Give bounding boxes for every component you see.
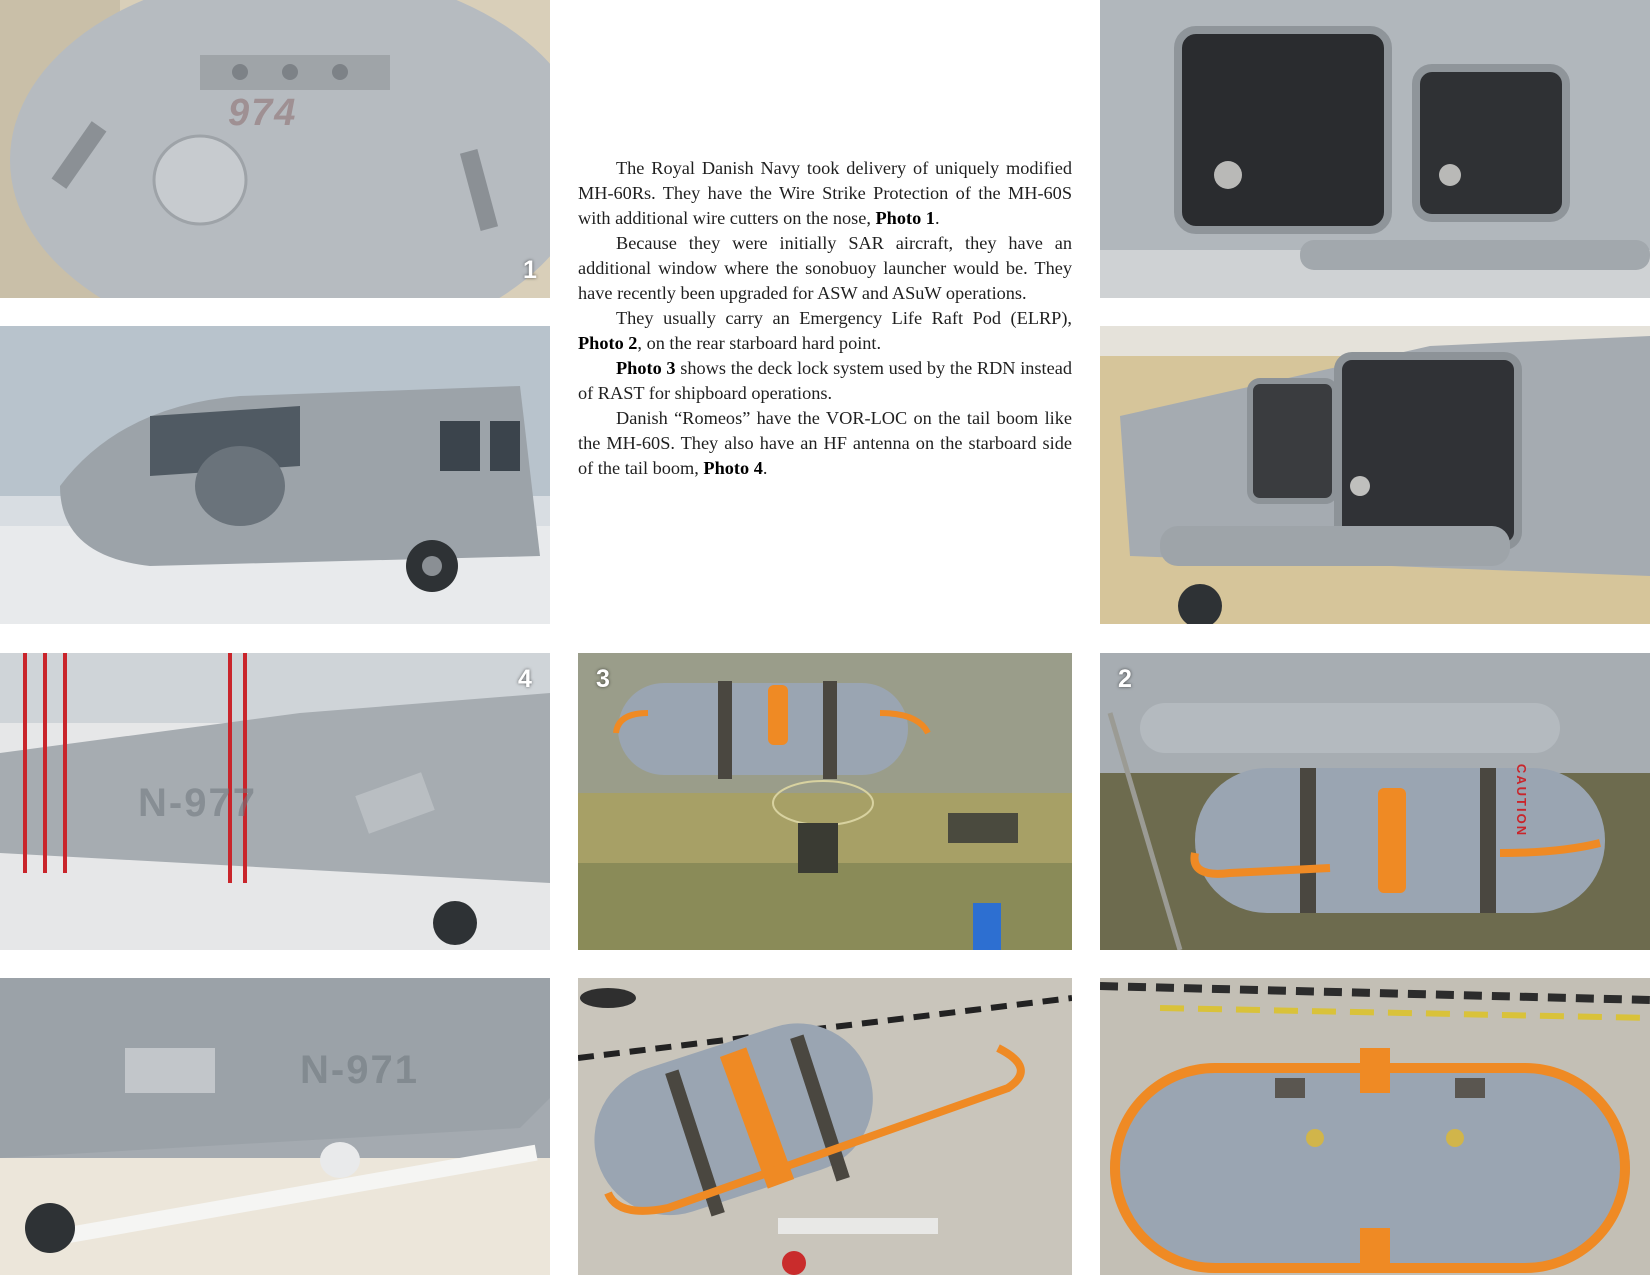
paragraph-4-text: shows the deck lock system used by the RDN instead of RAST for shipboard operations. <box>578 358 1072 403</box>
photo-side-windows-top <box>1100 0 1650 298</box>
photo-4-ref: Photo 4 <box>703 458 763 478</box>
paragraph-1 <box>578 156 1072 231</box>
paragraph-5 <box>578 406 1072 481</box>
photo-raft-pod-stand <box>578 978 1072 1275</box>
photo-deck-lock-3 <box>578 653 1072 950</box>
photo-side-windows-angled <box>1100 326 1650 624</box>
photo-helicopter-front <box>0 326 550 624</box>
photo-tail-n971 <box>0 978 550 1275</box>
photo-label-3: 3 <box>596 665 610 693</box>
photo-1-ref: Photo 1 <box>875 208 935 228</box>
photo-tail-boom-4 <box>0 653 550 950</box>
photo-3-ref: Photo 3 <box>616 358 676 378</box>
paragraph-3-text: They usually carry an Emergency Life Raft Pod (ELRP), <box>616 308 1072 328</box>
paragraph-4 <box>578 356 1072 406</box>
paragraph-3-end: , on the rear starboard hard point. <box>637 333 882 353</box>
photo-label-1: 1 <box>523 256 537 284</box>
article-text <box>578 156 1072 481</box>
registration-974: 974 <box>228 92 298 134</box>
photo-nose-closeup <box>0 0 550 298</box>
photo-label-4: 4 <box>518 665 532 693</box>
paragraph-1-end: . <box>934 208 940 228</box>
photo-2-ref: Photo 2 <box>578 333 638 353</box>
photo-raft-pod-2 <box>1100 653 1650 950</box>
caution-stencil: CAUTION <box>1514 763 1530 838</box>
registration-n977: N-977 <box>138 781 257 825</box>
paragraph-1-text: The Royal Danish Navy took delivery of uniquely modified MH-60Rs. They have the Wire Strike Protection of the MH-60S with additional wire cutters on the nose, <box>578 158 1072 228</box>
paragraph-5-end: . <box>762 458 768 478</box>
photo-raft-pod-top <box>1100 978 1650 1275</box>
registration-n971: N-971 <box>300 1048 419 1092</box>
paragraph-3 <box>578 306 1072 356</box>
paragraph-5-text: Danish “Romeos” have the VOR-LOC on the tail boom like the MH-60S. They also have an HF antenna on the starboard side of the tail boom, <box>578 408 1072 478</box>
paragraph-2 <box>578 231 1072 306</box>
photo-label-2: 2 <box>1118 665 1132 693</box>
paragraph-2-text: Because they were initially SAR aircraft, they have an additional window where the sonobuoy launcher would be. They have recently been upgraded for ASW and ASuW operations. <box>578 233 1072 303</box>
